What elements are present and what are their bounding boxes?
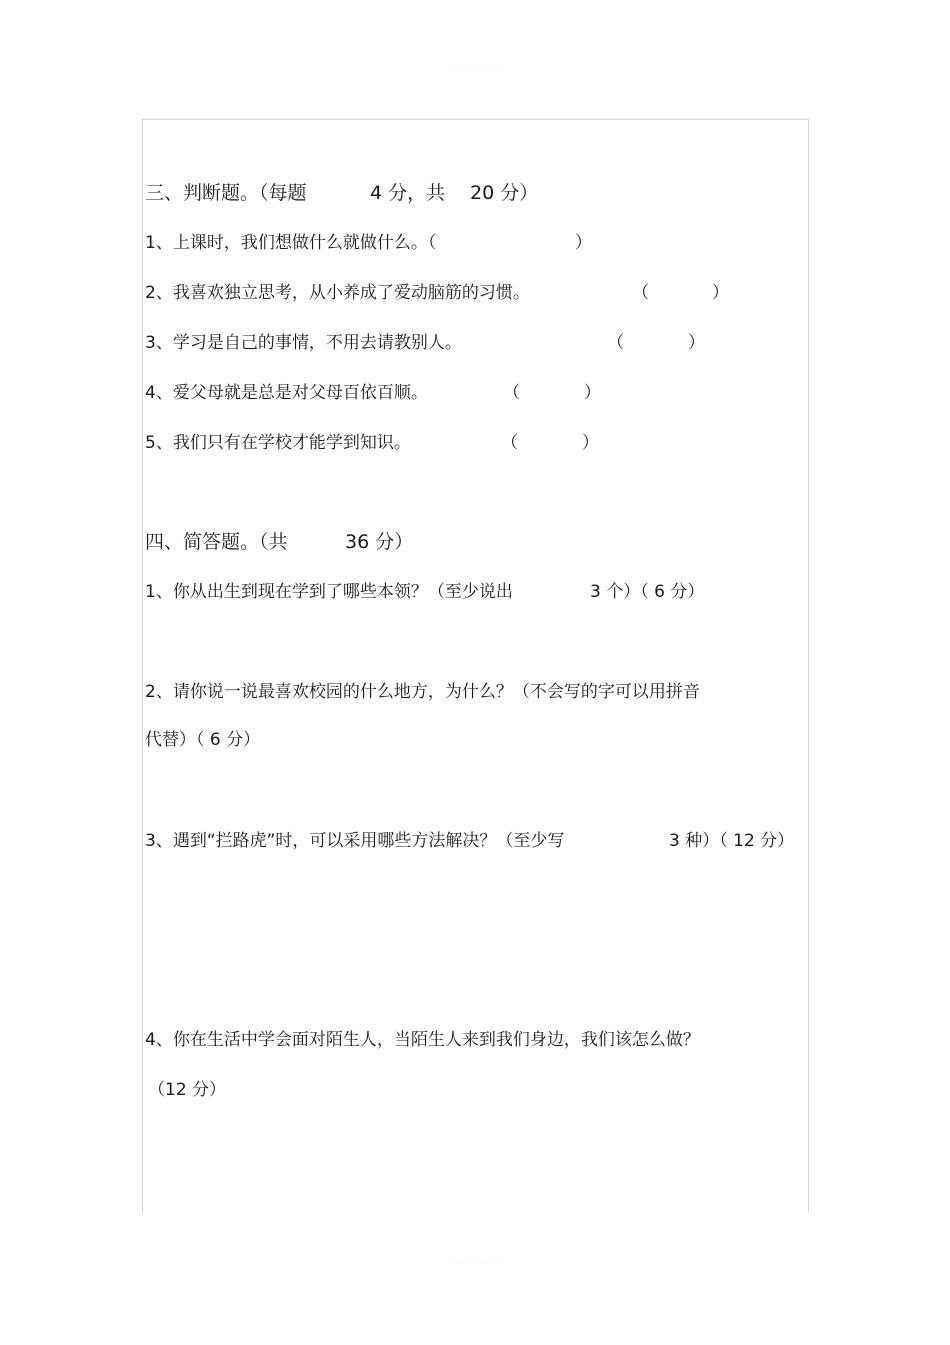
judge-item-1-text: 1、上课时，我们想做什么就做什么。（ — [145, 233, 437, 253]
header-mark: . . . . . . . . . — [450, 62, 500, 69]
judge-item-4-open: （ — [503, 383, 520, 403]
section3-score-b: 20 分） — [470, 182, 539, 204]
judge-item-2-text: 2、我喜欢独立思考，从小养成了爱动脑筋的习惯。 — [145, 283, 530, 303]
short-q3-text: 3、遇到“拦路虎”时，可以采用哪些方法解决？（至少写 — [145, 831, 565, 851]
judge-item-1-close: ） — [575, 233, 592, 253]
judge-item-3-close: ） — [688, 333, 705, 353]
short-q2-line1: 2、请你说一说最喜欢校园的什么地方，为什么？（不会写的字可以用拼音 — [145, 682, 700, 702]
short-q4-line2: （12 分） — [148, 1080, 227, 1100]
section3-title: 三、判断题。（每题 — [145, 182, 307, 204]
section4-title: 四、简答题。（共 — [145, 531, 288, 553]
judge-item-2-open: （ — [632, 283, 649, 303]
short-q4-line1: 4、你在生活中学会面对陌生人，当陌生人来到我们身边，我们该怎么做？ — [145, 1030, 700, 1050]
short-q1-tail: 3 个）（ 6 分） — [590, 582, 705, 602]
footer-mark: . . . . . . . . . — [450, 1258, 500, 1265]
short-q1-text: 1、你从出生到现在学到了哪些本领？（至少说出 — [145, 582, 513, 602]
judge-item-4-text: 4、爱父母就是总是对父母百依百顺。 — [145, 383, 428, 403]
judge-item-5-close: ） — [582, 433, 599, 453]
judge-item-5-open: （ — [501, 433, 518, 453]
judge-item-5-text: 5、我们只有在学校才能学到知识。 — [145, 433, 411, 453]
section3-score-a: 4 分，共 — [370, 182, 446, 204]
judge-item-4-close: ） — [584, 383, 601, 403]
judge-item-3-open: （ — [607, 333, 624, 353]
judge-item-3-text: 3、学习是自己的事情，不用去请教别人。 — [145, 333, 462, 353]
judge-item-2-close: ） — [712, 283, 729, 303]
section4-score: 36 分） — [345, 531, 414, 553]
short-q2-line2: 代替）（ 6 分） — [145, 730, 261, 750]
short-q3-tail: 3 种）（ 12 分） — [669, 831, 795, 851]
